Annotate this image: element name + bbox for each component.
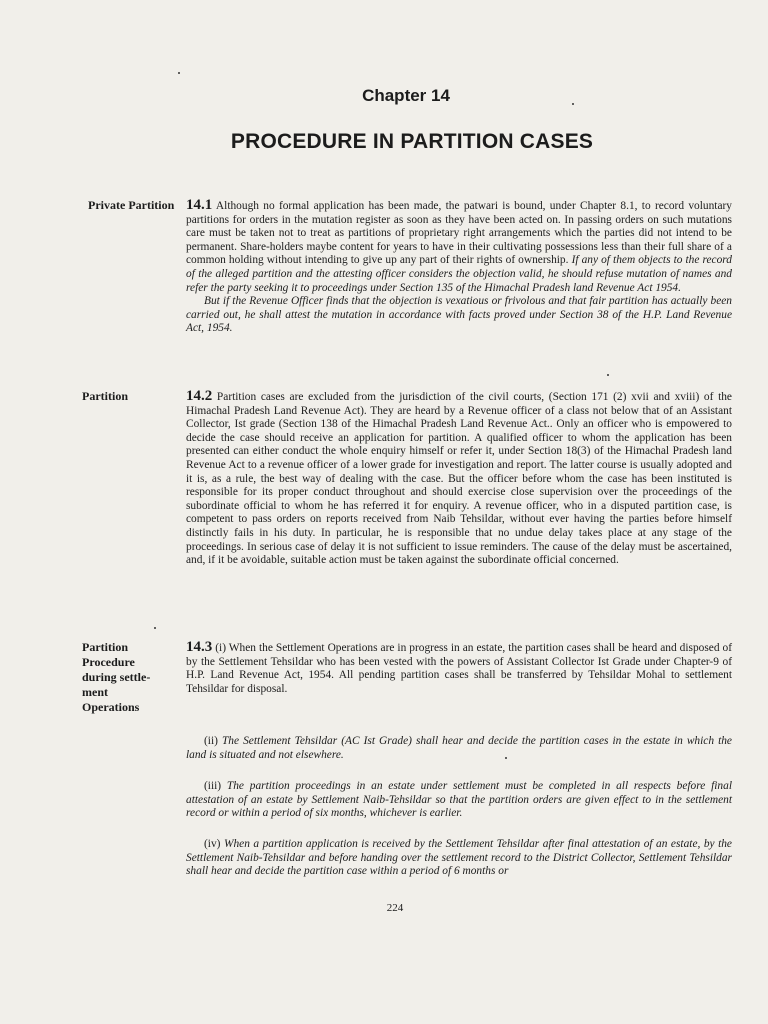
section-14-1 [186,199,732,336]
item-iii-text: The partition proceedings in an estate under settlement must be completed in all respects before final attestation of an estate by Settlement Naib-Tehsildar so that the partition orders are given effect to in the settlement record or within a period of six months, whichever is earlier. [186,780,732,820]
section-14-3 [186,641,732,696]
section-14-3-item-iv [186,838,732,879]
side-heading-private-partition: Private Partition [88,198,175,212]
item-iv-text: When a partition application is received by the Settlement Tehsildar after final attestation of an estate, by the Settlement Naib-Tehsildar and before handing over the settlement record to the District Collector, Settlement Tehsildar shall hear and decide the partition case within a period of 6 months or [186,838,732,878]
section-14-3-item-iii [186,780,732,821]
section-number: 14.3 [186,639,213,655]
side-line: during settle- [82,670,151,684]
item-ii-text: The Settlement Tehsildar (AC Ist Grade) shall hear and decide the partition cases in the estate in which the land is situated and not elsewhere. [186,735,732,761]
chapter-title: PROCEDURE IN PARTITION CASES [230,130,594,153]
section-number: 14.2 [186,388,213,404]
side-line: Procedure [82,655,135,669]
item-iii-number: (iii) [204,780,222,792]
scan-speck [154,627,156,629]
scan-speck [178,72,180,74]
side-line: ment [82,685,108,699]
scan-speck [607,374,609,376]
item-ii-number: (ii) [204,735,218,747]
section-14-1-para-1 [186,199,732,295]
section-14-2 [186,390,732,568]
page-number: 224 [386,902,404,914]
item-i-text: (i) When the Settlement Operations are in progress in an estate, the partition cases shall be heard and disposed of by the Settlement Tehsildar who has been vested with the powers of Assistant Collector Ist Grade under Chapter-9 of H.P. Land Revenue Act, 1954. All pending partition cases shall be transferred by Tehsildar Mohal to settlement Tehsildar for disposal. [186,642,733,695]
side-heading-partition-procedure [82,640,182,715]
section-14-2-para [186,390,732,568]
side-line: Partition [82,640,128,654]
section-14-3-item-i [186,641,732,696]
side-line: Operations [82,700,140,714]
section-number: 14.1 [186,197,213,213]
section-14-3-item-ii [186,735,732,762]
item-iv-number: (iv) [204,838,221,850]
scan-speck [572,103,574,105]
side-heading-partition: Partition [82,389,128,403]
section-text: Partition cases are excluded from the jurisdiction of the civil courts, (Section 171 (2) xvii and xviii) of the Himachal Pradesh Land Revenue Act). They are heard by a Revenue officer of a class not below that of an Assistant Collector, Ist grade (Section 138 of the Himachal Pradesh Land Revenue Act.. Only an officer who is empowered to decide the case should receive an application for partition. A qualified officer to whom the application has been presented can either conduct the whole enquiry himself or refer it, under Section 18(3) of the Himachal Pradesh land Revenue Act to a revenue officer of a lower grade for investigation and report. The latter course is usually adopted and it is, as a rule, the best way of dealing with the case. But the officer before whom the case has been instituted is responsible for its proper conduct throughout and should exercise close supervision over the proceedings of the subordinate official to whom he has referred it for enquiry. A revenue officer, who in a disputed partition case, is competent to pass orders on reports received from Naib Tehsildar, without ever having the parties before himself distinctly fails in his duty. In particular, he is responsible that no undue delay takes place at any stage of the proceedings. In serious case of delay it is not sufficient to issue reminders. The cause of the delay must be ascertained, and, if it be avoidable, suitable action must be taken against the subordinate official concerned. [186,391,732,567]
scan-speck [505,757,507,759]
section-text: Although no formal application has been made, the patwari is bound, under Chapter 8.1, to record voluntary partitions for orders in the mutation register as soon as they have been acted on. In passing orders on such mutations care must be taken not to treat as partitions of proprietary right arrangements which the parties did not intend to be permanent. Share-holders maybe content for years to have in their cultivating possessions less than their full share of a common holding without intending to give up any part of their rights of ownership. [186,200,732,267]
section-text-italic: If any of them objects to the record of the alleged partition and the attesting officer considers the objection valid, he should refuse mutation of names and refer the party seeking it to proceedings under Section 135 of the Himachal Pradesh land Revenue Act 1954. [186,254,732,294]
section-14-1-para-2: But if the Revenue Officer finds that the objection is vexatious or frivolous and that fair partition has actually been carried out, he shall attest the mutation in accordance with facts proved under Section 38 of the H.P. Land Revenue Act, 1954. [186,295,732,335]
chapter-label: Chapter 14 [362,86,450,105]
